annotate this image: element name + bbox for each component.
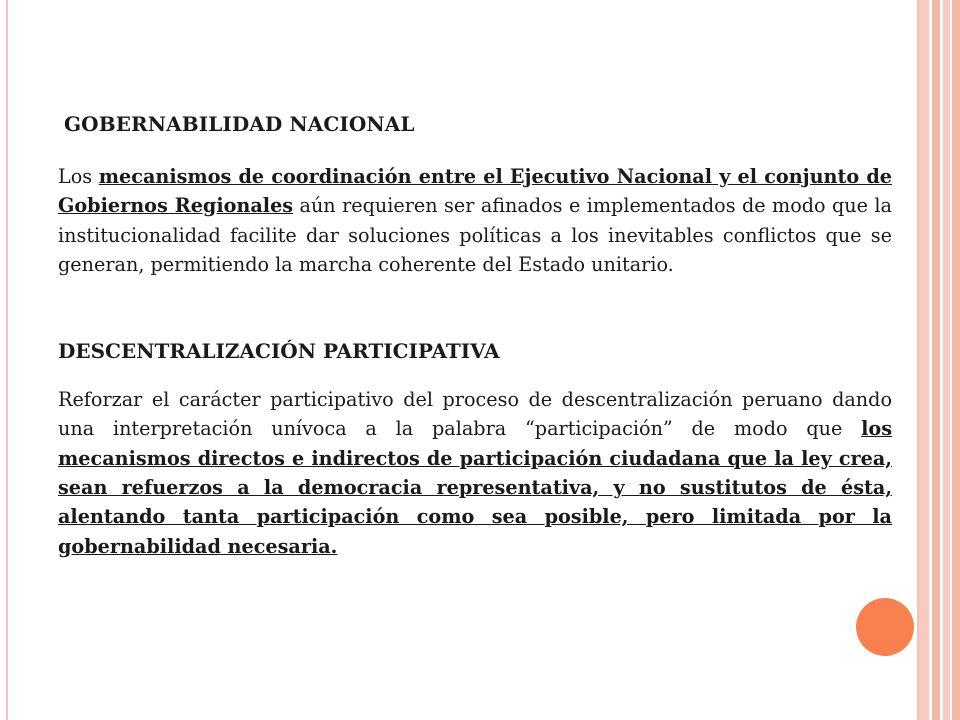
section2-paragraph bbox=[58, 385, 892, 561]
stripe bbox=[952, 0, 960, 720]
stripe bbox=[932, 0, 940, 720]
stripe bbox=[919, 0, 929, 720]
slide-content bbox=[58, 112, 892, 561]
section1-heading: GOBERNABILIDAD NACIONAL bbox=[64, 112, 415, 136]
section1-paragraph bbox=[58, 162, 892, 279]
stripe bbox=[943, 0, 950, 720]
section1-text-after: aún requieren ser afinados e implementados de modo que la institucionalidad facilite dar soluciones políticas a los inevitables conflictos que se generan, permitiendo la marcha coherente del Estado unitario. bbox=[58, 194, 892, 276]
section2-heading: DESCENTRALIZACIÓN PARTICIPATIVA bbox=[58, 339, 500, 364]
decorative-stripes bbox=[919, 0, 960, 720]
section1-text-before: Los bbox=[58, 165, 99, 188]
section2-emphasis: los mecanismos directos e indirectos de participación ciudadana que la ley crea, sean refuerzos a la democracia representativa, y no sustitutos de ésta, alentando tanta participación como sea posible, pero limitada por la gobernabilidad necesaria. bbox=[58, 417, 892, 558]
section2-text-before: Reforzar el carácter participativo del proceso de descentralización peruano dando una interpretación unívoca a la palabra “participación” de modo que bbox=[58, 388, 892, 441]
section1-emphasis: mecanismos de coordinación entre el Ejecutivo Nacional y el conjunto de Gobiernos Regionales bbox=[58, 165, 892, 218]
accent-circle bbox=[856, 598, 914, 656]
